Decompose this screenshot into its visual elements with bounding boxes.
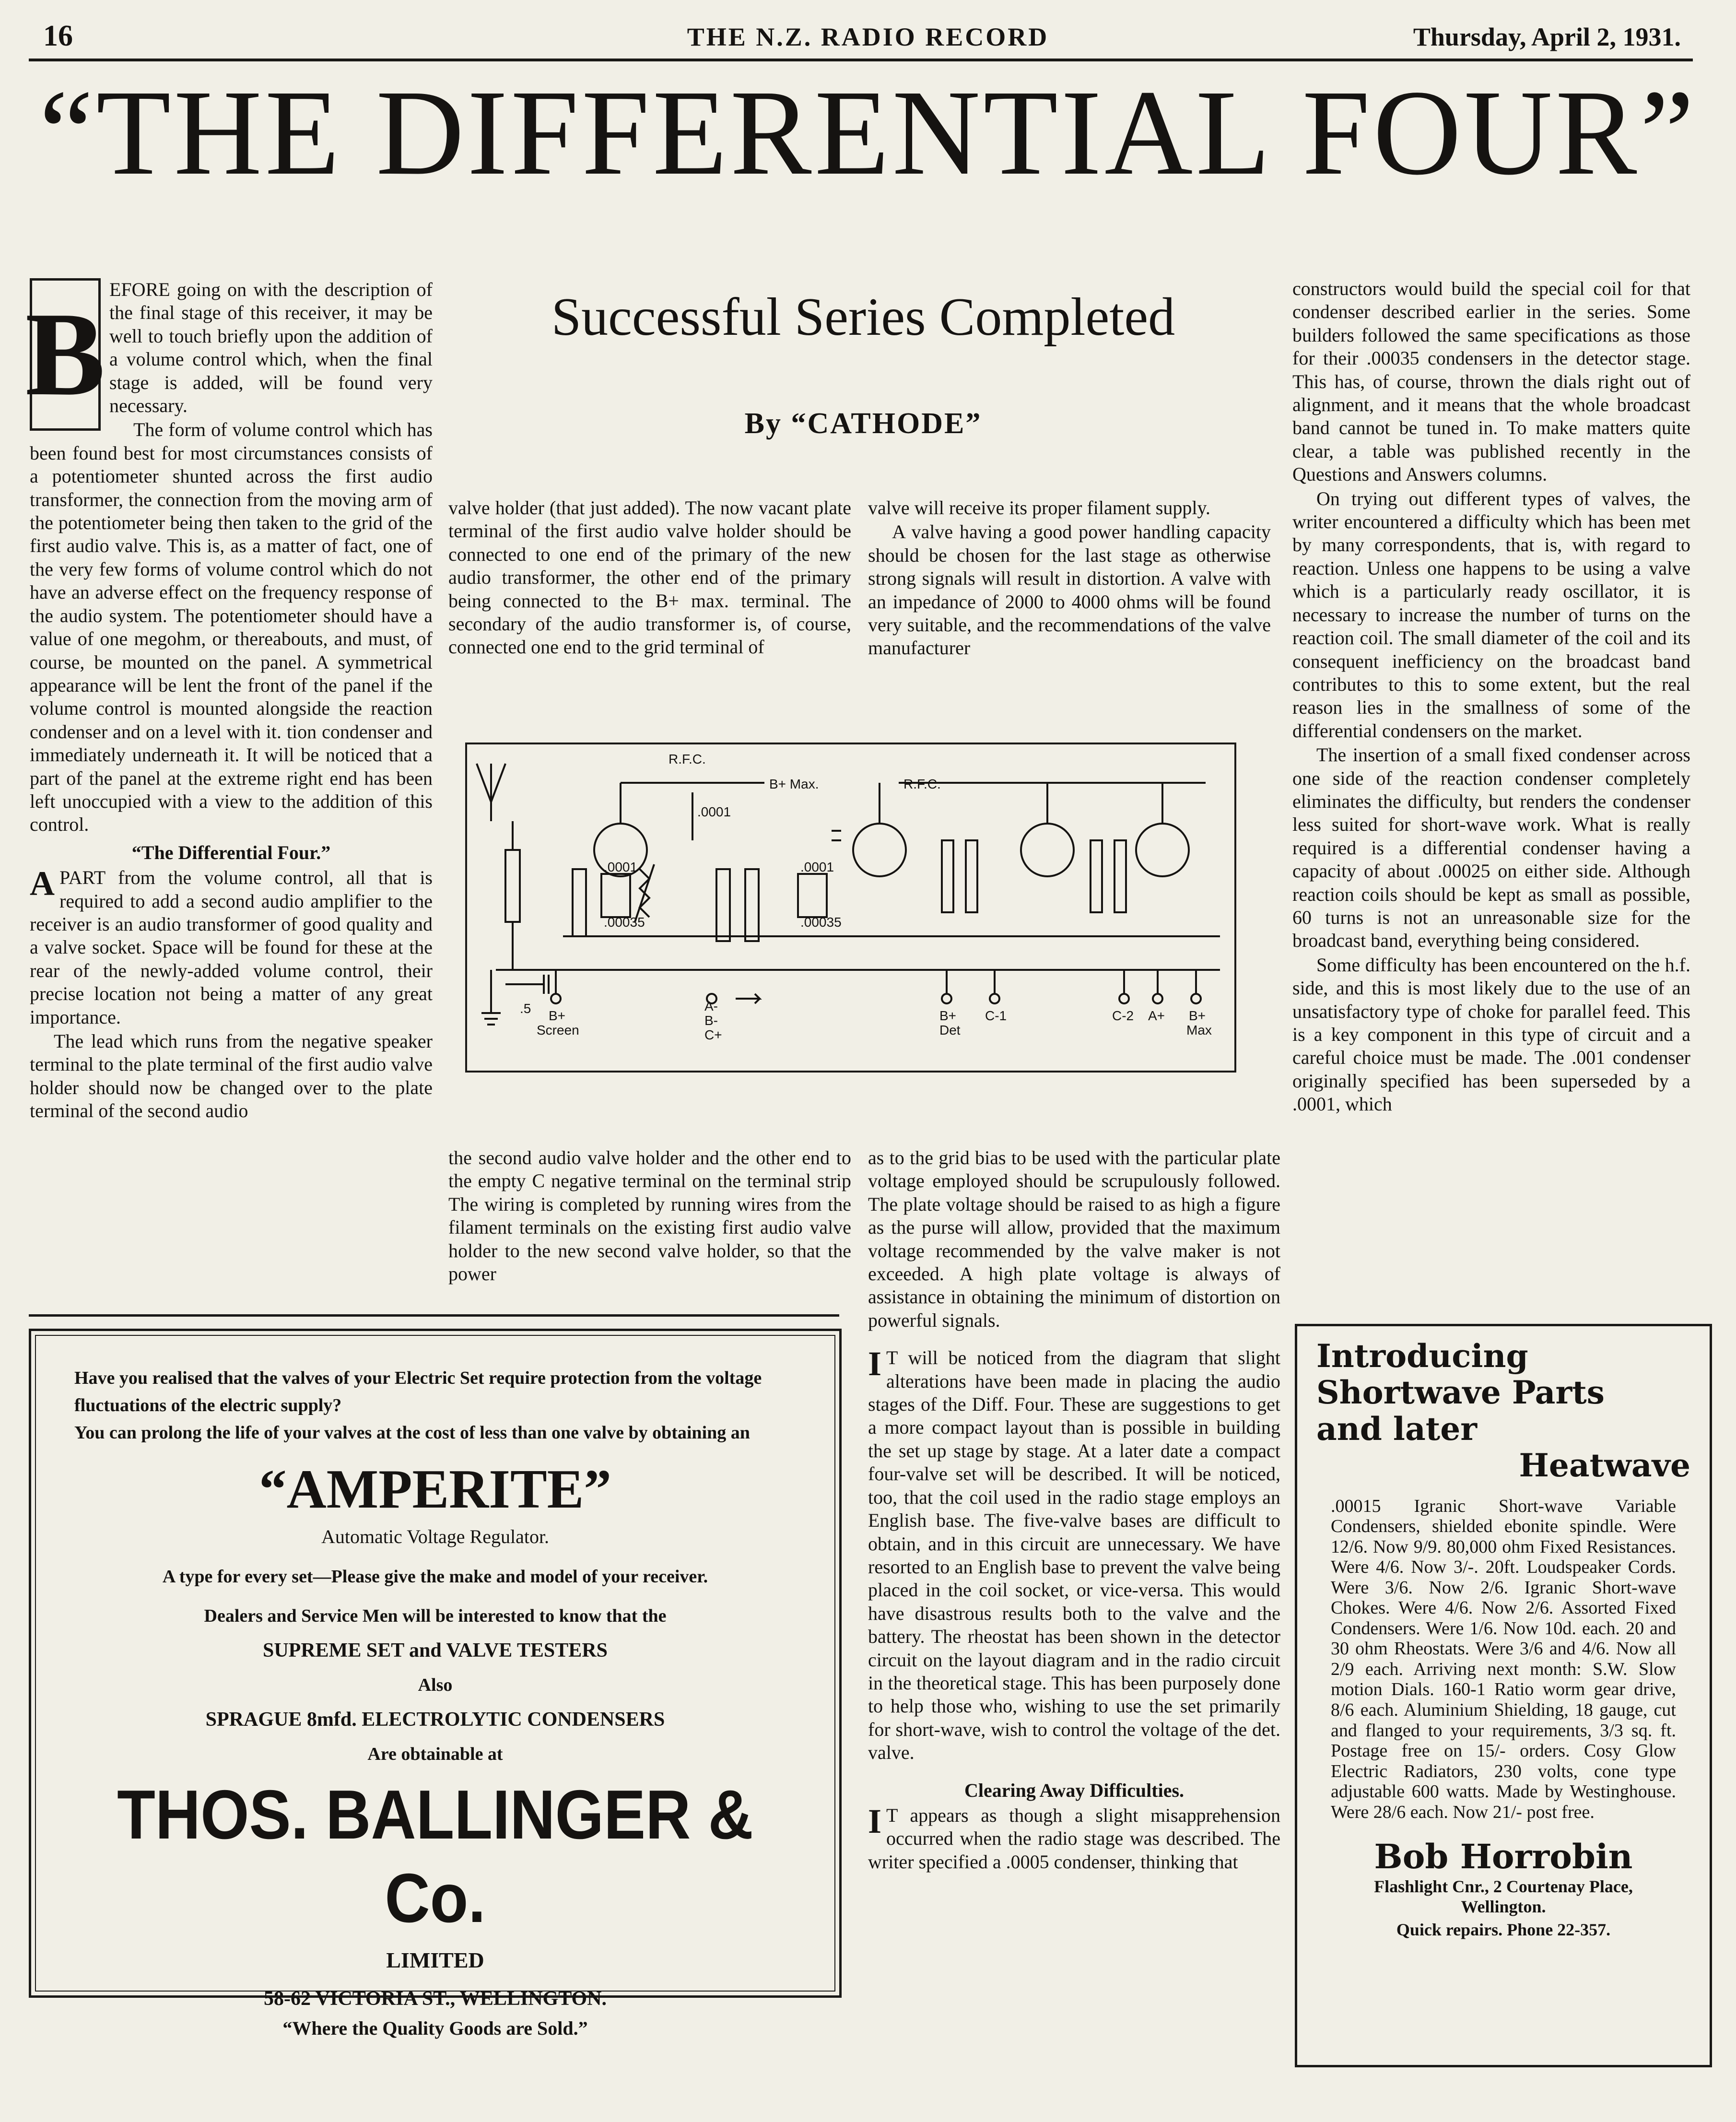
ad-line: Also (418, 1675, 453, 1695)
terminal-bplus-max (1191, 994, 1201, 1003)
article-byline: By “CATHODE” (744, 407, 982, 440)
issue-date: Thursday, April 2, 1931. (1413, 23, 1681, 51)
label-cap-0001: .0001 (697, 804, 731, 819)
ad-brand: “AMPERITE” (259, 1459, 611, 1520)
paragraph: valve holder (that just added). The now vacant plate terminal of the first audio valve holder should be connected to one end of the primary of the new audio transformer, the other end of the primary being connected to the B+ max. terminal. The secondary of the audio transformer is, of course, connected one end to the grid terminal of (448, 497, 851, 658)
label-rfc-1: R.F.C. (669, 752, 706, 766)
detector-coil-secondary (745, 869, 759, 941)
paragraph: The insertion of a small fixed condenser across one side of the reaction condenser completely eliminates the difficulty, but renders the condenser less suited for short-wave work. What is really required is a differential condenser having a capacity of about .00025 on either side. Although reaction coils should be kept as small as possible, 60 turns is not an unreasonable size for the broadcast band, everything being considered. (1292, 744, 1690, 952)
header-rule (29, 59, 1693, 61)
valve-2-detector (853, 824, 906, 876)
audio-transformer-1-primary (942, 840, 953, 912)
label-rfc-2: R.F.C. (903, 777, 941, 791)
valve-4-power (1136, 824, 1189, 876)
label-cap-a: .0001 (604, 860, 638, 874)
label-cap-b: .00035 (604, 915, 645, 930)
initial-letter: I (868, 1344, 882, 1383)
label-max: Max (1186, 1023, 1212, 1037)
initial-letter: I (868, 1802, 882, 1840)
tuning-condenser-1 (601, 874, 630, 917)
paragraph: constructors would build the special coil for that condenser described earlier in the series. Some builders followed the same specifications as those for their .00035 condensers in the detector stage. This has, of course, thrown the dials right out of alignment, and it means that the whole broadcast band cannot be tuned in. To make matters quite clear, a table was published recently in the Questions and Answers columns. (1292, 278, 1690, 485)
column-4 (1292, 277, 1690, 1304)
paragraph: EFORE going on with the description of the final stage of this receiver, it may be well to touch briefly upon the addition of a volume control which, when the final stage is added, will be found very necessary. (109, 279, 433, 417)
ad-name: Bob Horrobin (1374, 1837, 1633, 1877)
paragraph: valve will receive its proper filament supply. (868, 497, 1210, 519)
tuning-condenser-2 (798, 874, 827, 917)
paragraph: A valve having a good power handling capacity should be chosen for the last stage as otherwise strong signals will result in distortion. A valve with an impedance of 2000 to 4000 ohms will be found very suitable, and the recommendations of the valve manufacturer (868, 521, 1271, 659)
label-det: Det (939, 1023, 961, 1037)
label-cap-5: .5 (520, 1001, 531, 1016)
grid-coil (573, 869, 586, 936)
label-c2: C-2 (1112, 1008, 1134, 1023)
ad-title-1: Introducing (1316, 1337, 1528, 1375)
terminal-c2 (1119, 994, 1129, 1003)
paragraph: The form of volume control which has been found best for most circumstances consists of a potentiometer shunted across the first audio transformer, the connection from the moving arm of the potentiometer being then taken to the grid of the first audio valve. This is, as a matter of fact, one of the very few forms of volume control which do not have an adverse effect on the frequency response of the audio system. The potentiometer should have a value of one megohm, or thereabouts, and must, of course, be mounted on the panel. A symmetrical appearance will be lent the front of the panel if the volume control is mounted alongside the reaction condenser and on a level with it. tion condenser and immediately underneath it. It will be noticed that a part of the panel at the extreme right end has been left unoccupied with a view to the addition of this control. (30, 419, 433, 836)
audio-transformer-2-secondary (1114, 840, 1126, 912)
ad-line: SUPREME SET and VALVE TESTERS (262, 1639, 608, 1662)
ad-line: Are obtainable at (367, 1744, 503, 1764)
detector-coil-primary (716, 869, 730, 941)
column-3-top (868, 496, 1271, 712)
paragraph-text: PART from the volume control, all that is required to add a second audio amplifier to the receiver is an audio transformer of good quality and a valve socket. Space will be found for these at the rear of the newly-added volume control, their precise location not being a matter of any great importance. (30, 867, 433, 1028)
ad-horrobin (1295, 1324, 1712, 2067)
column-3-bottom (868, 1146, 1280, 2110)
paragraph: The lead which runs from the negative speaker terminal to the plate terminal of the first audio valve holder should now be changed over to the plate terminal of the second audio (30, 1030, 433, 1122)
ad-line: A type for every set—Please give the make and model of your receiver. (162, 1567, 708, 1587)
terminal-bplus-det (942, 994, 951, 1003)
ad-line: Have you realised that the valves of your Electric Set require protection from the voltage fluctuations of the electric supply? (74, 1368, 762, 1415)
ad-title-4: Heatwave (1519, 1446, 1690, 1484)
paragraph: On trying out different types of valves, the writer encountered a difficulty which has been met by many correspondents, that is, with regard to reaction. Unless one happens to be using a valve which is a particularly ready oscillator, it is necessary to increase the number of turns on the reaction coil. The small diameter of the coil and its consequent inefficiency on the broadcast band contributes to this to some extent, but the real reason lies in the smallness of some of the differential condensers on the market. (1292, 487, 1690, 742)
ad-title-3: and later (1316, 1410, 1477, 1448)
label-b-minus: B- (704, 1013, 718, 1028)
paragraph (30, 866, 433, 1029)
label-terminal-screen: Screen (537, 1023, 579, 1037)
initial-letter: A (30, 864, 55, 903)
label-a-minus: A- (704, 999, 718, 1014)
label-terminal-bplus: B+ (549, 1008, 566, 1023)
paragraph-text: T will be noticed from the diagram that slight alterations have been made in placing the audio stages of the Diff. Four. These are suggestions to get a more compact layout than is possible in building the set up stage by stage. At a later date a compact four-valve set will be described. It will be noticed, too, that the coil used in the radio stage employs an English base. The five-valve bases are difficult to obtain, and in this circuit are unnecessary. We have resorted to an English base to prevent the valve being placed in the coil socket, or vice-versa. This would have disastrous results both to the valve and the battery. The rheostat has been shown in the detector circuit on the layout diagram and in the radio circuit in the theoretical stage. This has been purposely done to help those who, wishing to use the set primarily for short-wave, wish to control the voltage of the det. valve. (868, 1347, 1280, 1764)
ad-company: THOS. BALLINGER & Co. (117, 1776, 753, 1937)
label-bmax-top: B+ Max. (769, 777, 819, 791)
ad-body: .00015 Igranic Short-wave Variable Condensers, shielded ebonite spindle. Were 12/6. Now 9/9. 80,000 ohm Fixed Resistances. Were 4/6. Now 3/-. 20ft. Loudspeaker Cords. Were 3/6. Now 2/6. Igranic Short-wave Chokes. Were 4/6. Now 2/6. Assorted Fixed Condensers. Were 1/6. Now 10d. each. 20 and 30 ohm Rheostats. Were 3/6 and 4/6. Now all 2/9 each. Arriving next month: S.W. Slow motion Dials. 160-1 Ratio worm gear drive, 8/6 each. Aluminium Shielding, 18 gauge, cut and flanged to your requirements, 3/3 sq. ft. Postage free on 15/- orders. Cosy Glow Electric Radiators, 230 volts, cone type adjustable 600 watts. Made by Westinghouse. Were 28/6 each. Now 21/- post free. (1331, 1496, 1676, 1822)
paragraph: Some difficulty has been encountered on the h.f. side, and this is most likely due to the use of an unsatisfactory type of choke for parallel feed. This is a key component in this type of circuit and a careful choice must be made. The .001 condenser originally specified has been superseded by a .0001, which (1292, 954, 1690, 1115)
ad-title-2: Shortwave Parts (1316, 1373, 1605, 1411)
label-bplus-max: B+ (1189, 1008, 1206, 1023)
article-subtitle: Successful Series Completed (551, 287, 1175, 347)
terminal-c1 (990, 994, 999, 1003)
ad-separator-rule (29, 1314, 839, 1317)
paragraph: the second audio valve holder and the other end to the empty C negative terminal on the terminal strip The wiring is completed by running wires from the filament terminals on the existing first audio valve holder to the new second valve holder, so that the power (448, 1147, 851, 1285)
ad-limited: LIMITED (386, 1948, 484, 1972)
column-2-bottom (448, 1146, 851, 1309)
antenna-coil (505, 850, 520, 922)
newspaper-name: THE N.Z. RADIO RECORD (687, 23, 1049, 51)
ad-footer: Quick repairs. Phone 22-357. (1396, 1920, 1611, 1940)
ad-slogan: “Where the Quality Goods are Sold.” (282, 2017, 588, 2039)
audio-transformer-1-secondary (966, 840, 977, 912)
terminal-aplus (1153, 994, 1162, 1003)
drop-cap: B (30, 278, 101, 431)
ad-line: You can prolong the life of your valves at the cost of less than one valve by obtaining an (74, 1423, 750, 1443)
ad-amperite (29, 1329, 842, 2039)
column-1 (25, 278, 433, 1305)
ad-address: Wellington. (1461, 1897, 1546, 1917)
terminal-screen (551, 994, 561, 1003)
label-aplus: A+ (1148, 1008, 1165, 1023)
arrow-icon (736, 994, 760, 1003)
column-2-top (448, 496, 851, 712)
paragraph (868, 1346, 1280, 1764)
label-c1: C-1 (985, 1008, 1007, 1023)
article-title: “THE DIFFERENTIAL FOUR” (39, 65, 1697, 200)
ad-line: Dealers and Service Men will be interested to know that the (204, 1606, 667, 1626)
audio-transformer-2-primary (1091, 840, 1102, 912)
page-number: 16 (43, 20, 73, 52)
ad-address: Flashlight Cnr., 2 Courtenay Place, (1374, 1877, 1633, 1897)
label-cap-d: .00035 (800, 915, 842, 930)
label-bplus-det: B+ (939, 1008, 957, 1023)
paragraph (868, 1804, 1280, 1874)
paragraph-text: T appears as though a slight misapprehension occurred when the radio stage was described. The writer specified a .0005 condenser, thinking that (868, 1804, 1280, 1873)
section-heading: “The Differential Four.” (131, 841, 331, 863)
paragraph: as to the grid bias to be used with the particular plate voltage employed should be scrupulously followed. The plate voltage should be raised to as high a figure as the purse will allow, provided that the maximum voltage recommended by the valve maker is not exceeded. A high plate voltage is always of assistance in obtaining the minimum of distortion on powerful signals. (868, 1147, 1280, 1331)
ad-address: 58-62 VICTORIA ST., WELLINGTON. (264, 1988, 607, 2010)
ad-line: SPRAGUE 8mfd. ELECTROLYTIC CONDENSERS (205, 1709, 665, 1731)
circuit-diagram (465, 743, 1236, 1073)
label-c-plus: C+ (704, 1027, 722, 1042)
valve-3-audio (1021, 824, 1074, 876)
ad-product: Automatic Voltage Regulator. (321, 1526, 550, 1547)
section-heading: Clearing Away Difficulties. (964, 1779, 1185, 1801)
label-cap-c: .0001 (800, 860, 834, 874)
